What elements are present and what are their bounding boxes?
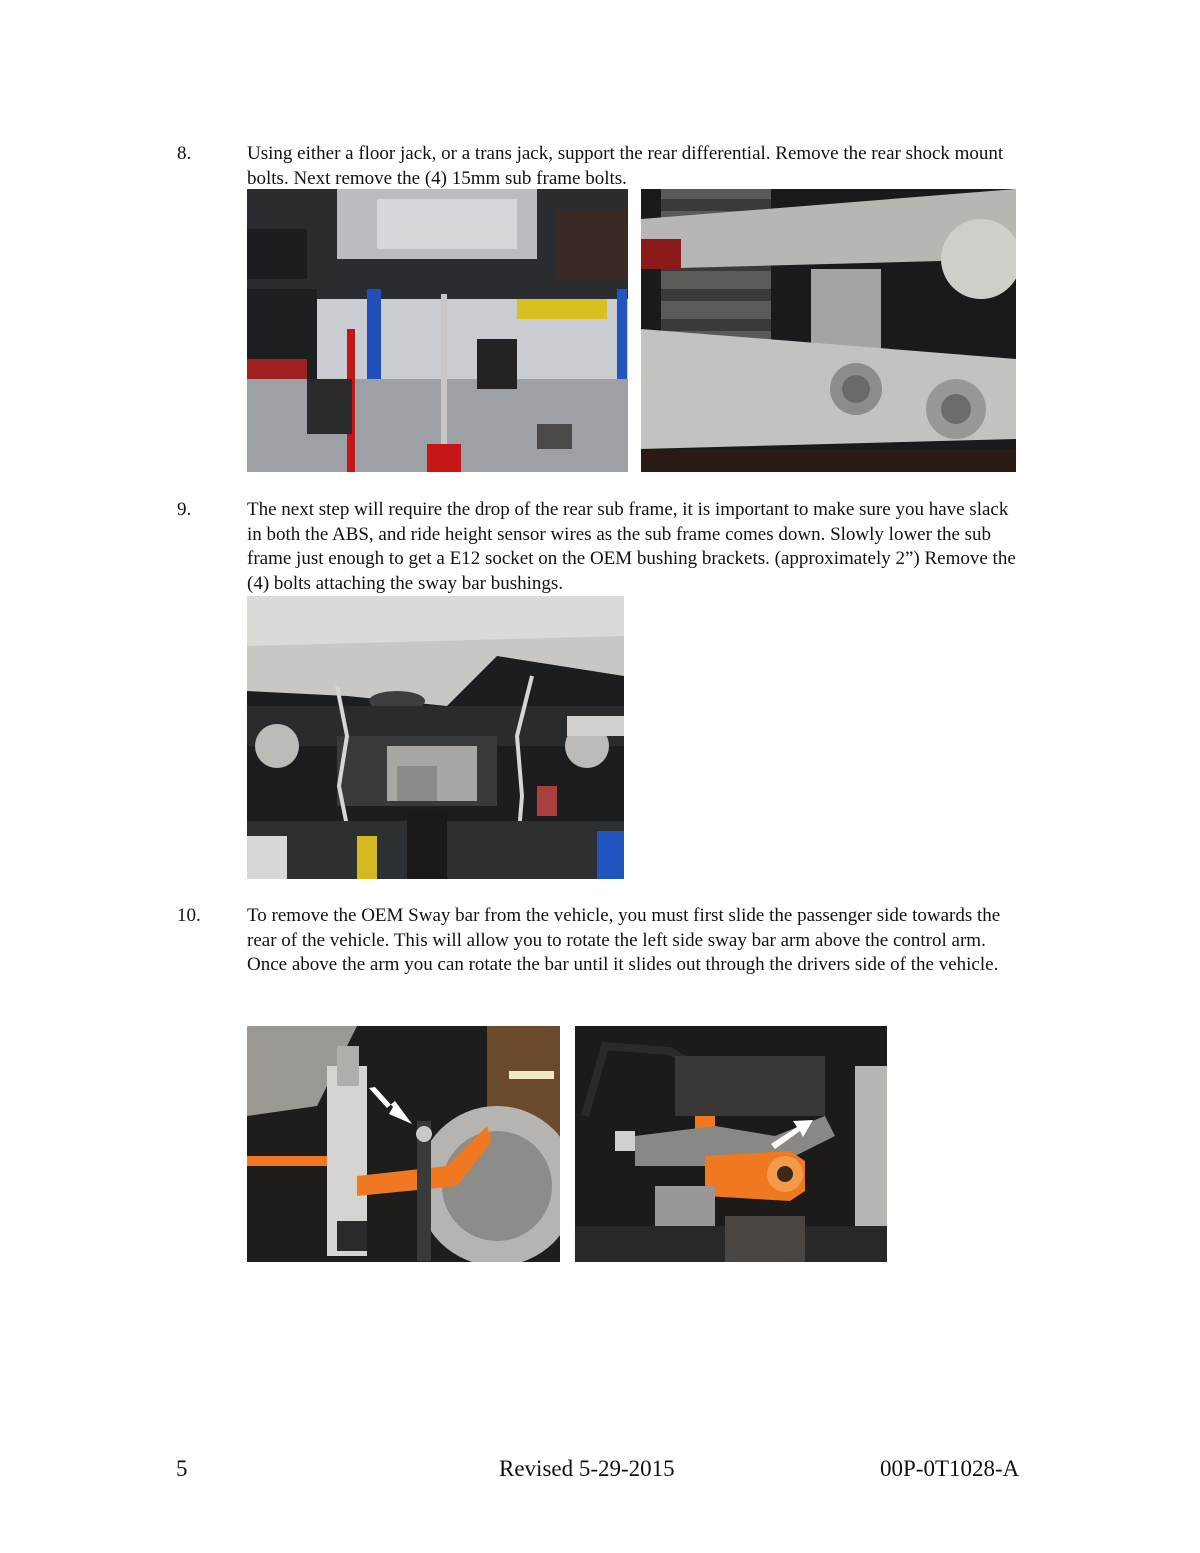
footer-revised-date: Revised 5-29-2015 <box>499 1456 675 1481</box>
footer-page-number: 5 <box>176 1456 188 1481</box>
photo-lowered-sub-frame-with-chains <box>247 596 624 879</box>
step-number: 8. <box>177 143 192 164</box>
step-text: The next step will require the drop of the rear sub frame, it is important to make sure you have slack in both the ABS, and ride height sensor wires as the sub frame comes down. Slowly lower the sub frame just enough to get a E12 socket on the OEM bushing brackets. (approximately 2”) Remove the (4) bolts attaching the sway bar bushings. <box>247 499 1016 594</box>
photo-shock-mount-bolts <box>641 189 1016 472</box>
photo-car-on-lift-with-trans-jack <box>247 189 628 472</box>
footer-part-number: 00P-0T1028-A <box>880 1456 1020 1481</box>
step-number: 9. <box>177 499 192 520</box>
step-text: Using either a floor jack, or a trans jack, support the rear differential. Remove the rear shock mount bolts. Next remove the (4) 15mm sub frame bolts. <box>247 143 1004 189</box>
step-number: 10. <box>177 905 201 926</box>
step-text: To remove the OEM Sway bar from the vehicle, you must first slide the passenger side towards the rear of the vehicle. This will allow you to rotate the left side sway bar arm above the control arm. Once above the arm you can rotate the bar until it slides out through the drivers side of the vehicle. <box>247 905 1001 975</box>
photo-sway-bar-end-link <box>247 1026 560 1262</box>
photo-sway-bar-arm-above-control-arm <box>575 1026 887 1262</box>
